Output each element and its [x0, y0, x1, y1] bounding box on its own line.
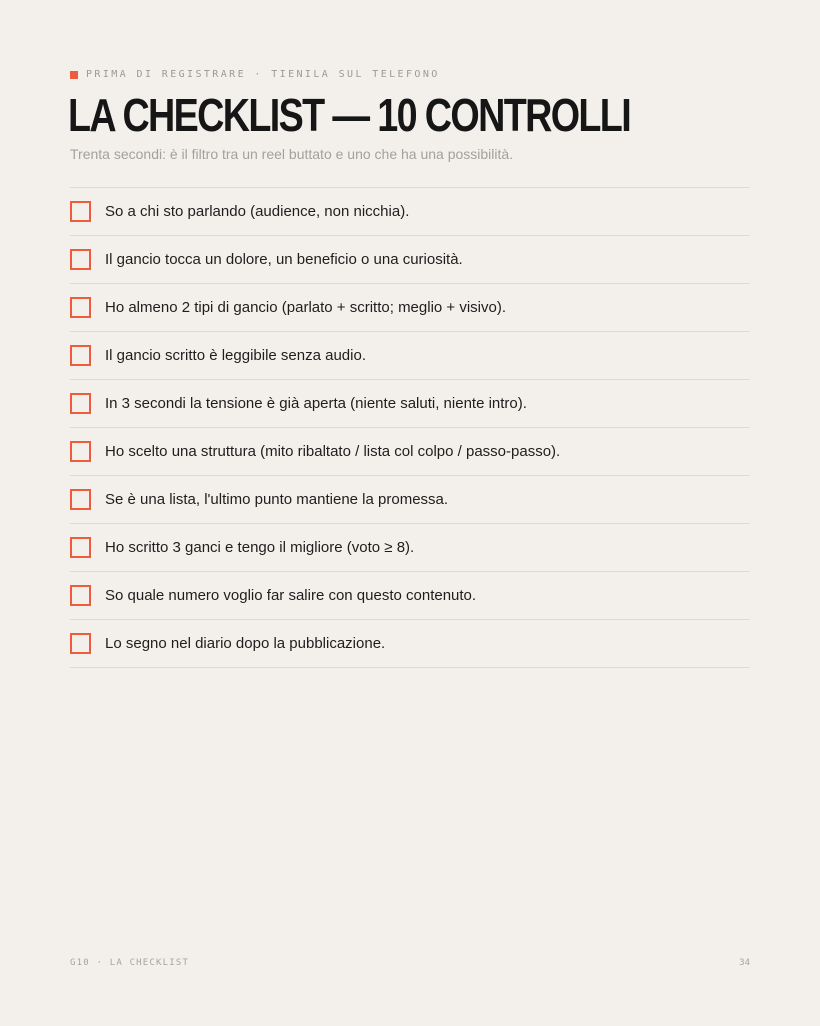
page-number: 34: [739, 958, 750, 968]
checklist-item-text: Lo segno nel diario dopo la pubblicazione.: [105, 634, 386, 652]
checkbox[interactable]: [70, 537, 91, 558]
checklist-item-text: Ho scelto una struttura (mito ribaltato / lista col colpo / passo-passo).: [105, 442, 561, 460]
footer-section-label: G10 · LA CHECKLIST: [70, 958, 190, 968]
eyebrow: [70, 68, 440, 82]
accent-square-icon: [70, 71, 78, 79]
checklist-item: [70, 428, 750, 476]
checklist-item: [70, 188, 750, 236]
checkbox[interactable]: [70, 489, 91, 510]
page-subtitle: Trenta secondi: è il filtro tra un reel buttato e uno che ha una possibilità.: [70, 146, 514, 162]
checklist-item: [70, 380, 750, 428]
checklist-item-text: Ho scritto 3 ganci e tengo il migliore (voto ≥ 8).: [105, 538, 415, 556]
checklist-item: [70, 332, 750, 380]
checklist-item-text: So a chi sto parlando (audience, non nicchia).: [105, 202, 410, 220]
checklist-item-text: In 3 secondi la tensione è già aperta (niente saluti, niente intro).: [105, 394, 527, 412]
checklist-item: [70, 476, 750, 524]
checklist-item-text: So quale numero voglio far salire con questo contenuto.: [105, 586, 477, 604]
checkbox[interactable]: [70, 633, 91, 654]
checklist-item-text: Il gancio tocca un dolore, un beneficio o una curiosità.: [105, 250, 463, 268]
checkbox[interactable]: [70, 441, 91, 462]
checklist-item: [70, 572, 750, 620]
eyebrow-label: PRIMA DI REGISTRARE · TIENILA SUL TELEFONO: [86, 69, 440, 80]
checkbox[interactable]: [70, 249, 91, 270]
checklist-item: [70, 620, 750, 668]
checklist-item: [70, 524, 750, 572]
checkbox[interactable]: [70, 297, 91, 318]
checkbox[interactable]: [70, 345, 91, 366]
checklist-item-text: Se è una lista, l'ultimo punto mantiene la promessa.: [105, 490, 449, 508]
checklist-item: [70, 236, 750, 284]
checklist-item: [70, 284, 750, 332]
checkbox[interactable]: [70, 201, 91, 222]
checklist-item-text: Il gancio scritto è leggibile senza audio.: [105, 346, 366, 364]
checklist-item-text: Ho almeno 2 tipi di gancio (parlato + scritto; meglio + visivo).: [105, 298, 507, 316]
checklist: [70, 187, 750, 668]
checkbox[interactable]: [70, 585, 91, 606]
checkbox[interactable]: [70, 393, 91, 414]
page-title: LA CHECKLIST — 10 CONTROLLI: [68, 89, 631, 141]
